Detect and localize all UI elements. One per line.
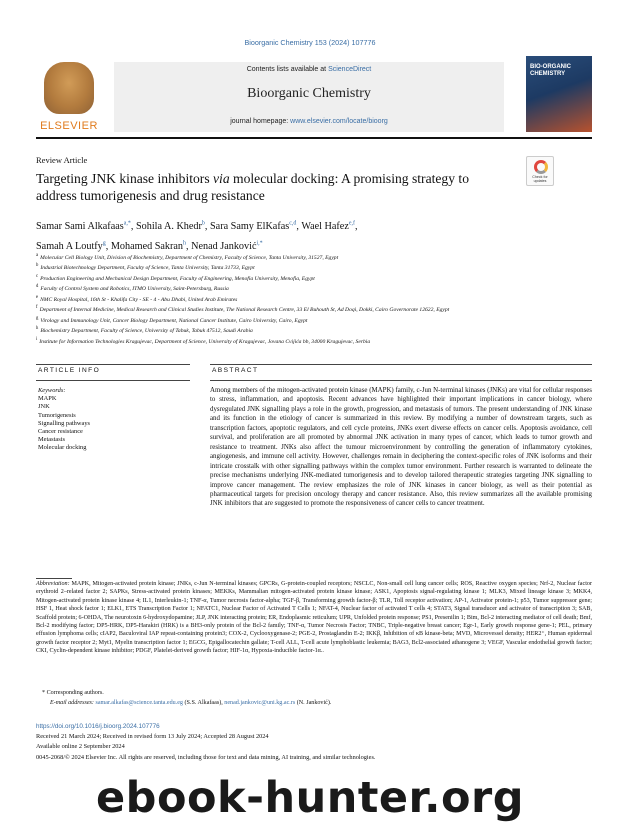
homepage-line <box>114 118 504 125</box>
author-affiliation-marker[interactable]: c,d <box>289 221 297 227</box>
affiliation-key: e <box>36 294 39 300</box>
article-info-rule-bottom <box>36 380 190 381</box>
keyword-item: Tumorigenesis <box>38 411 76 419</box>
cover-title: BIO-ORGANIC CHEMISTRY <box>530 64 571 77</box>
keyword-item: JNK <box>38 403 50 411</box>
keyword-item: MAPK <box>38 395 57 403</box>
affiliation-key: c <box>36 273 39 279</box>
affiliation-item <box>36 294 592 304</box>
corresponding-note: * Corresponding authors. <box>42 690 104 696</box>
author-name[interactable]: Sara Samy ElKafas <box>210 221 290 233</box>
journal-banner <box>114 62 504 132</box>
affiliation-item <box>36 304 592 314</box>
affiliation-text: Industrial Biotechnology Department, Faculty of Science, Tanta University, Tanta 31733, Egypt <box>40 265 255 272</box>
author-entry <box>111 241 191 252</box>
affiliation-item <box>36 315 592 325</box>
keywords-label: Keywords: <box>38 387 66 394</box>
keyword-item: Cancer resistance <box>38 428 83 436</box>
author-name[interactable]: Samah A Loutfy <box>36 240 103 252</box>
sciencedirect-link[interactable]: ScienceDirect <box>328 66 372 73</box>
header-rule <box>36 137 592 139</box>
keyword-item: Signalling pathways <box>38 419 91 427</box>
article-type: Review Article <box>36 155 88 165</box>
affiliation-text: Institute for Information Technologies Kragujevac, Department of Science, University of Kragujevac, Jovana Cvijića bb, 34000 Kragujevac, Serbia <box>39 338 371 345</box>
footnote-rule <box>36 578 72 579</box>
abbrev-text: MAPK, Mitogen-activated protein kinase; JNKs, c-Jun N-terminal kinases; GPCRs, G-protein-coupled receptors; NSCLC, Non-small cell lung cancer cells; ROS, Reactive oxygen species; Nrf-2, Nuclear factor erythroid 2–related factor 2; SAPKs, Stress-activated protein kinases; MEKKs, Mammalian mitogen-activated protein kinase kinase; ASK1, Apoptosis signal-regulating kinase 1; MLK3, Mixed lineage kinase 3; MKK4, Mitogen-activated protein kinase kinase 4; IL1, Interleukin-1; TNF-α, Tumor necrosis factor-alpha; TGF-β, Transforming growth factor-β; TLR, Toll receptor activation; AP-1, Activator protein-1; p53, Tumor suppressor gene; HSF 1, Heat shock factor 1; ELK1, ETS Transcription Factor 1; NFATC1, Nuclear Factor of Activated T Cells 1; NFAT-4, Nuclear factor of activated T cells 4; STAT3, Signal transducer and activator of transcription 3; SAB, Scaffold protein; 6-OHDA, The neurotoxin 6-hydroxydopamine; JLP, JNK interacting protein; ER, Endoplasmic reticulum; UPR, Unfolded protein response; PS1, Presenilin 1; Bim, Bcl-2 interacting mediator of cell death; Bmf, Bcl-2 modifying factor; DP5-HRK, DP5-Harakiri (HRK) is a BH3-only protein of the Bcl-2 family; TNF-α, Tumor Necrosis Factor; TNBC, Triple-negative breast cancer; Egr-1, Early growth response gene-1; PEL, primary effusion lymphoma cells; cIAP2, Baculoviral IAP repeat-containing protein3; COX-2, Cyclooxygenase-2; PGE-2, Prostaglandin E-2; IKKβ, Inhibition of κB kinase-beta; MVD, Microvessel density; HER2⁺, Human epidermal growth factor receptor 2; Myt1, Myelin transcription factor 1; EGCG, Epigallocatechin gallate; T-cell ALL, T-cell acute lymphoblastic leukemia; BAG3, Bcl2-associated athanogene 3; VEGF, Vascular endothelial growth factor; CKI, Cyclin-dependent kinase inhibitor; PDGF, Platelet-derived growth factor; HIF-1α, Hypoxia-inducible factor-1α.. <box>36 581 592 655</box>
author-affiliation-marker[interactable]: i,* <box>256 240 263 247</box>
author-entry <box>210 221 301 232</box>
affiliation-item <box>36 252 592 262</box>
affiliation-item <box>36 325 592 335</box>
doi-link[interactable]: https://doi.org/10.1016/j.bioorg.2024.107776 <box>36 723 160 730</box>
contents-line <box>114 66 504 73</box>
keyword-list <box>38 395 188 452</box>
affiliation-item <box>36 283 592 293</box>
keywords-block <box>38 387 188 453</box>
abstract-text: Among members of the mitogen-activated protein kinase (MAPK) family, c-Jun N-terminal kinases (JNKs) are vital for cellular responses to stress, inflammation, and apoptosis. Recent advances have highlighted their important implications in cancer biology, where dysregulated JNK signalling plays a role in the growth, progression, and metastasis of tumors. The present understanding of JNK kinase and its function in the etiology of cancer is summarized in this review. By modifying a number of downstream targets, such as transcription factors, apoptotic regulators, and cell cycle proteins, JNKs exert diverse effects on cancer cells. Apoptosis avoidance, cell survival, and proliferation are all promoted by abnormal JNK activation in many types of cancer, which leads to tumor growth and resistance to treatment. JNKs also affect the tumour microenvironment by controlling the generation of inflammatory cytokines, angiogenesis, and immune cell activity. However, challenges remain in deciphering the context-specific roles of JNK isoforms and their intricate crosstalk with other signalling pathways within the complex tumor environment. Further research is warranted to delineate the precise mechanisms underlying JNK-mediated tumorigenesis and to develop tailored therapeutic strategies targeting JNK signalling to improve cancer management. The review emphasizes the role of JNK kinases in cancer biology, as well as their potential as pharmaceutical targets for precision oncology therapy and cancer resistance. Also, this review summarizes all the available promising JNK inhibitors that are suggested to promote the responsiveness of cancer cells to cancer treatment. <box>210 387 592 508</box>
homepage-prefix: journal homepage: <box>230 118 291 125</box>
author-name[interactable]: Nenad Janković <box>191 240 257 252</box>
publisher-name: ELSEVIER <box>40 120 98 132</box>
email-link-jankovic[interactable]: nenad.jankovic@uni.kg.ac.rs <box>224 700 296 706</box>
elsevier-tree-icon <box>44 62 94 114</box>
author-affiliation-marker[interactable]: e,f <box>348 221 356 227</box>
author-name[interactable]: Mohamed Sakran <box>110 240 184 252</box>
author-separator: , <box>186 240 192 252</box>
article-title <box>36 170 496 204</box>
copyright-line: 0045-2068/© 2024 Elsevier Inc. All rights are reserved, including those for text and data mining, AI training, and similar technologies. <box>36 754 376 761</box>
email-addresses <box>50 700 331 706</box>
keyword-item: Metastasis <box>38 436 65 444</box>
journal-name: Bioorganic Chemistry <box>247 86 371 101</box>
online-date: Available online 2 September 2024 <box>36 743 125 750</box>
journal-cover-image <box>526 56 592 132</box>
author-affiliation-marker[interactable]: a,* <box>123 221 131 227</box>
elsevier-logo <box>36 62 102 132</box>
title-part-2: molecular docking: A promising strategy to address tumorigenesis and drug resistance <box>36 171 469 203</box>
check-updates-label: Check for updates <box>532 175 548 183</box>
affiliation-key: d <box>36 284 39 290</box>
article-info-rule <box>36 364 190 365</box>
affiliation-text: Faculty of Control System and Robotics, ITMO University, Saint-Petersburg, Russia <box>40 286 229 293</box>
abbrev-label: Abbreviation: <box>36 581 70 587</box>
affiliation-text: Biochemistry Department, Faculty of Science, University of Tabuk, Tabuk 47512, Saudi Arabia <box>40 328 253 335</box>
email-label: E-mail addresses: <box>50 700 94 706</box>
affiliation-key: i <box>36 336 38 342</box>
title-part-1: Targeting JNK kinase inhibitors <box>36 171 214 186</box>
abstract-rule <box>210 364 592 365</box>
affiliation-key: h <box>36 326 39 332</box>
author-entry <box>191 241 263 252</box>
journal-reference[interactable]: Bioorganic Chemistry 153 (2024) 107776 <box>244 38 376 47</box>
affiliation-key: f <box>36 305 38 311</box>
abbreviations-footnote <box>36 580 592 656</box>
received-dates: Received 21 March 2024; Received in revised form 13 July 2024; Accepted 28 August 2024 <box>36 733 269 740</box>
affiliation-text: NMC Royal Hospital, 16th St - Khalifa City - SE - 4 - Abu Dhabi, United Arab Emirates <box>40 296 238 303</box>
masthead <box>36 62 592 132</box>
author-list <box>36 216 516 255</box>
author-affiliation-marker[interactable]: h <box>183 240 187 247</box>
abstract-rule-bottom <box>210 380 592 381</box>
author-separator: , <box>296 221 302 233</box>
check-updates-icon <box>534 160 548 174</box>
affiliation-item <box>36 336 592 346</box>
affiliation-list <box>36 252 592 346</box>
affiliation-item <box>36 273 592 283</box>
affiliation-key: g <box>36 315 39 321</box>
article-info-heading: ARTICLE INFO <box>38 367 101 374</box>
affiliation-text: Molecular Cell Biology Unit, Division of Biochemistry, Department of Chemistry, Faculty of Science, Tanta University, 31527, Egypt <box>40 254 339 261</box>
author-separator: , <box>355 221 358 233</box>
author-affiliation-marker[interactable]: g <box>102 240 106 247</box>
watermark-text: ebook-hunter.org <box>96 773 524 823</box>
author-name[interactable]: Sohila A. Khedr <box>135 221 202 233</box>
author-affiliation-marker[interactable]: b <box>201 221 205 227</box>
affiliation-text: Production Engineering and Mechanical Design Department, Faculty of Engineering, Menofia University, Menofia, Egypt <box>40 275 315 282</box>
title-italic: via <box>213 171 230 186</box>
author-separator: , <box>105 240 111 252</box>
author-entry <box>36 221 136 232</box>
email-owner-1: (S.S. Alkafaas), <box>182 700 225 706</box>
contents-prefix: Contents lists available at <box>246 66 329 73</box>
email-link-alkafaas[interactable]: samar.alkafas@science.tanta.edu.eg <box>95 700 183 706</box>
affiliation-text: Virology and Immunology Unit, Cancer Biology Department, National Cancer Institute, Cairo University, Cairo, Egypt <box>40 317 308 324</box>
email-owner-2: (N. Janković). <box>295 700 332 706</box>
author-name[interactable]: Samar Sami Alkafaas <box>36 221 124 233</box>
check-for-updates-button[interactable] <box>526 156 554 186</box>
abstract-heading: ABSTRACT <box>212 367 259 374</box>
author-entry <box>36 241 111 252</box>
author-separator: , <box>204 221 210 233</box>
journal-homepage-link[interactable]: www.elsevier.com/locate/bioorg <box>290 118 388 125</box>
author-entry <box>301 221 357 232</box>
affiliation-key: a <box>36 253 39 258</box>
affiliation-text: Department of Internal Medicine, Medical Research and Clinical Studies Institute, The National Research Centre, 33 El Buhouth St, Ad Doqi, Dokki, Cairo Governorate 12622, Egypt <box>39 307 450 314</box>
affiliation-key: b <box>36 263 39 269</box>
author-entry <box>136 221 210 232</box>
author-separator: , <box>130 221 136 233</box>
author-name[interactable]: Wael Hafez <box>301 221 349 233</box>
keyword-item: Molecular docking <box>38 444 87 452</box>
affiliation-item <box>36 262 592 272</box>
